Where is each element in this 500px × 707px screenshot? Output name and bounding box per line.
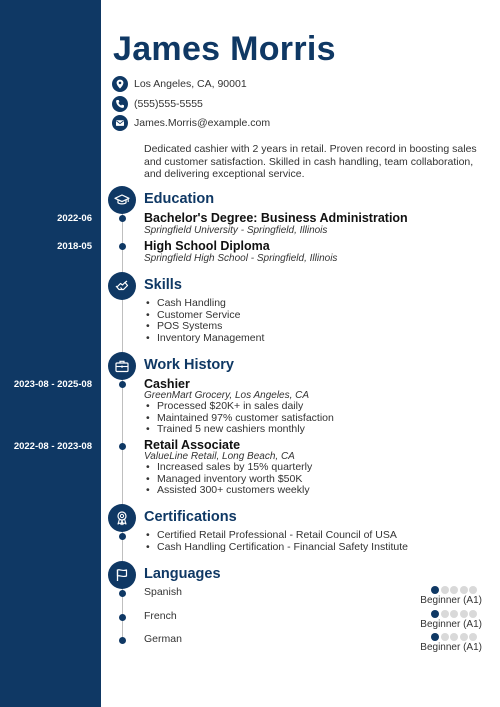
job-bullet: • Processed $20K+ in sales daily: [144, 401, 334, 413]
skill-item: • Cash Handling: [144, 298, 264, 310]
timeline-dot: [119, 381, 126, 388]
timeline-dot: [119, 533, 126, 540]
graduation-cap-icon: [108, 186, 136, 214]
briefcase-icon: [108, 352, 136, 380]
timeline-dot: [119, 614, 126, 621]
rating-dot-empty: [450, 633, 458, 641]
work-history-title: Work History: [144, 357, 234, 373]
envelope-icon: [112, 115, 128, 131]
flag-icon: [108, 561, 136, 589]
rating-dot-empty: [450, 610, 458, 618]
contact-location: [112, 76, 247, 92]
education-degree: Bachelor's Degree: Business Administration: [144, 211, 408, 225]
certification-item: • Cash Handling Certification - Financial Safety Institute: [144, 542, 408, 554]
education-date: 2018-05: [57, 241, 92, 252]
location-text: Los Angeles, CA, 90001: [134, 78, 247, 90]
rating-dot-empty: [469, 633, 477, 641]
timeline-dot: [119, 443, 126, 450]
candidate-name: James Morris: [113, 30, 336, 68]
job-bullet: • Assisted 300+ customers weekly: [144, 485, 312, 497]
education-school: Springfield High School - Springfield, Illinois: [144, 253, 338, 264]
contact-email: [112, 115, 270, 131]
job-bullet: • Increased sales by 15% quarterly: [144, 462, 312, 474]
job-bullets: [144, 401, 334, 436]
language-rating: [431, 633, 477, 641]
timeline-dot: [119, 243, 126, 250]
timeline-dot: [119, 637, 126, 644]
certification-item: • Certified Retail Professional - Retail Council of USA: [144, 530, 408, 542]
job-bullets: [144, 462, 312, 497]
education-school: Springfield University - Springfield, Illinois: [144, 225, 328, 236]
language-rating: [431, 610, 477, 618]
job-title: Cashier: [144, 377, 190, 391]
job-date: 2022-08 - 2023-08: [13, 441, 92, 452]
rating-dot-empty: [450, 586, 458, 594]
languages-title: Languages: [144, 566, 221, 582]
rating-dot-filled: [431, 633, 439, 641]
rating-dot-empty: [441, 610, 449, 618]
location-pin-icon: [112, 76, 128, 92]
skills-list: [144, 298, 264, 345]
job-bullet: • Trained 5 new cashiers monthly: [144, 424, 334, 436]
skill-item: • POS Systems: [144, 321, 264, 333]
education-date: 2022-06: [57, 213, 92, 224]
rating-dot-filled: [431, 610, 439, 618]
job-bullet: • Maintained 97% customer satisfaction: [144, 413, 334, 425]
language-name: French: [144, 610, 177, 622]
skill-item: • Customer Service: [144, 310, 264, 322]
rating-dot-empty: [441, 633, 449, 641]
language-level: Beginner (A1): [420, 642, 482, 653]
certifications-list: [144, 530, 408, 553]
sidebar: [0, 0, 101, 707]
phone-icon: [112, 96, 128, 112]
rating-dot-empty: [460, 586, 468, 594]
job-bullet: • Managed inventory worth $50K: [144, 474, 312, 486]
skills-title: Skills: [144, 277, 182, 293]
certifications-title: Certifications: [144, 509, 237, 525]
language-level: Beginner (A1): [420, 619, 482, 630]
language-rating: [431, 586, 477, 594]
profile-summary: Dedicated cashier with 2 years in retail. Proven record in boosting sales and customer satisfaction. Skilled in cash handling, team collaboration, and delivering exceptional service.: [144, 143, 477, 180]
job-title: Retail Associate: [144, 438, 241, 452]
rating-dot-empty: [460, 633, 468, 641]
contact-phone: [112, 96, 203, 112]
language-name: German: [144, 633, 182, 645]
job-date: 2023-08 - 2025-08: [13, 379, 92, 390]
job-company: GreenMart Grocery, Los Angeles, CA: [144, 390, 310, 401]
education-title: Education: [144, 191, 215, 207]
language-name: Spanish: [144, 586, 182, 598]
handshake-icon: [108, 272, 136, 300]
rating-dot-empty: [469, 610, 477, 618]
job-company: ValueLine Retail, Long Beach, CA: [144, 451, 295, 462]
phone-text: (555)555-5555: [134, 98, 203, 110]
rating-dot-empty: [460, 610, 468, 618]
skill-item: • Inventory Management: [144, 333, 264, 345]
rating-dot-filled: [431, 586, 439, 594]
rating-dot-empty: [469, 586, 477, 594]
education-degree: High School Diploma: [144, 239, 270, 253]
timeline-dot: [119, 215, 126, 222]
timeline-dot: [119, 590, 126, 597]
award-ribbon-icon: [108, 504, 136, 532]
language-level: Beginner (A1): [420, 595, 482, 606]
rating-dot-empty: [441, 586, 449, 594]
email-text[interactable]: James.Morris@example.com: [134, 117, 271, 129]
